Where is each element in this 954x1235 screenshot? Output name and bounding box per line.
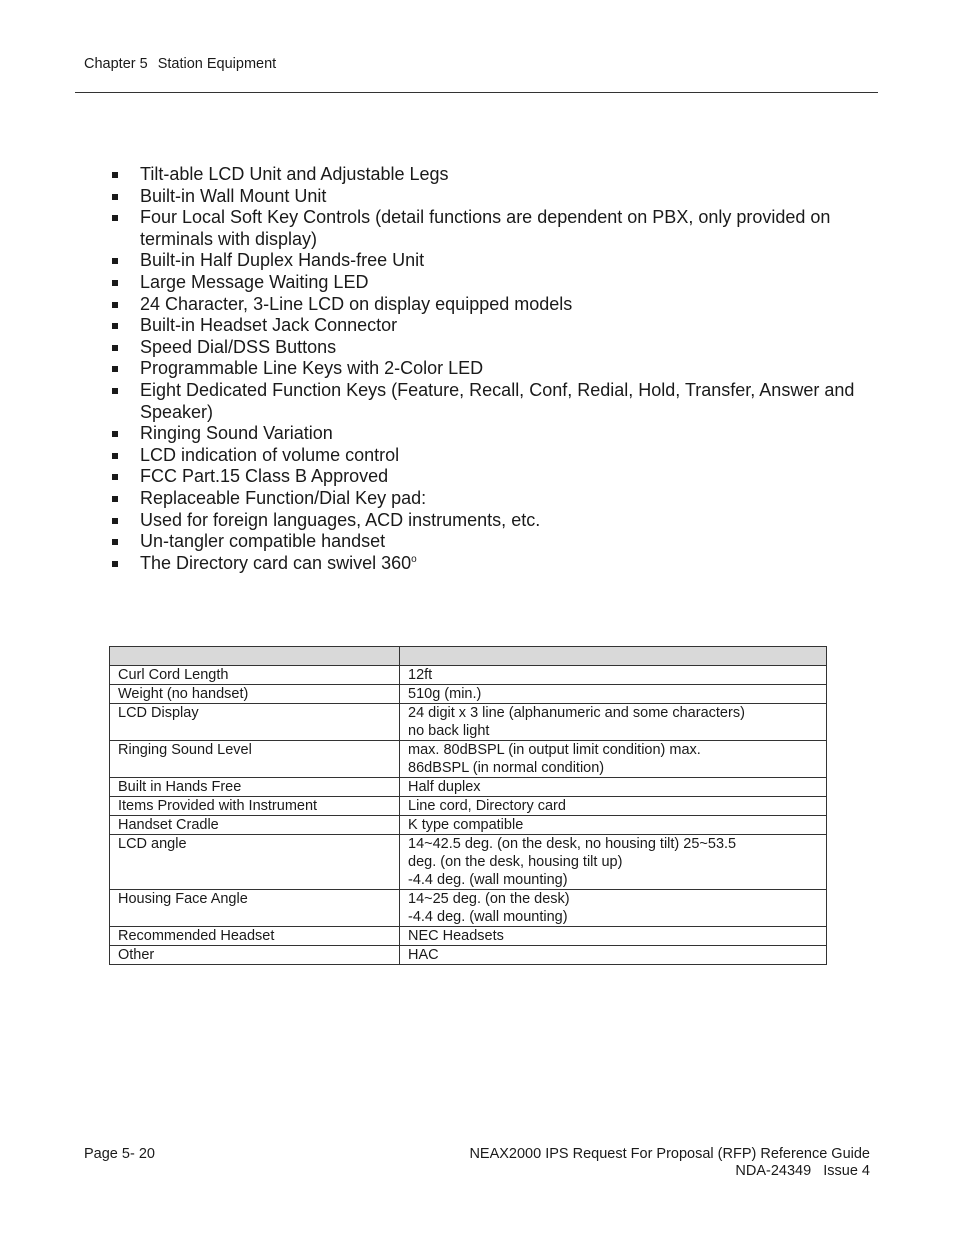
table-header-cell xyxy=(400,647,827,666)
square-bullet-icon xyxy=(112,345,118,351)
spec-item-cell: Curl Cord Length xyxy=(110,666,400,685)
feature-text: Eight Dedicated Function Keys (Feature, Recall, Conf, Redial, Hold, Transfer, Answer and Speaker) xyxy=(140,379,855,422)
feature-text: Four Local Soft Key Controls (detail functions are dependent on PBX, only provided on terminals with display) xyxy=(140,207,831,249)
square-bullet-icon xyxy=(112,431,118,437)
square-bullet-icon xyxy=(112,366,118,372)
table-row xyxy=(110,778,827,797)
feature-text: Speed Dial/DSS Buttons xyxy=(140,336,337,357)
table-row xyxy=(110,816,827,835)
spec-value-line: no back light xyxy=(408,723,490,739)
spec-value-line: 510g (min.) xyxy=(408,686,482,702)
spec-value-line: K type compatible xyxy=(408,817,524,833)
feature-text: Built-in Wall Mount Unit xyxy=(140,185,327,206)
square-bullet-icon xyxy=(112,539,118,545)
table-row xyxy=(110,835,827,890)
square-bullet-icon xyxy=(112,172,118,178)
square-bullet-icon xyxy=(112,194,118,200)
square-bullet-icon xyxy=(112,453,118,459)
spec-value-line: HAC xyxy=(408,947,439,963)
feature-item xyxy=(112,164,872,186)
spec-value-line: Line cord, Directory card xyxy=(408,798,566,814)
spec-value-cell xyxy=(400,666,827,685)
feature-item xyxy=(112,294,872,316)
spec-value-cell xyxy=(400,797,827,816)
feature-item xyxy=(112,380,872,423)
spec-value-line: max. 80dBSPL (in output limit condition) max. xyxy=(408,742,701,758)
feature-item xyxy=(112,315,872,337)
feature-text: FCC Part.15 Class B Approved xyxy=(140,466,389,487)
spec-item-cell: Built in Hands Free xyxy=(110,778,400,797)
spec-value-line: Half duplex xyxy=(408,779,481,795)
feature-item xyxy=(112,510,872,532)
feature-item xyxy=(112,272,872,294)
feature-text: Replaceable Function/Dial Key pad: xyxy=(140,487,427,508)
square-bullet-icon xyxy=(112,518,118,524)
table-row xyxy=(110,685,827,704)
spec-value-line: NEC Headsets xyxy=(408,928,504,944)
spec-value-cell xyxy=(400,927,827,946)
feature-text: LCD indication of volume control xyxy=(140,444,400,465)
spec-value-line: 86dBSPL (in normal condition) xyxy=(408,760,605,776)
feature-item xyxy=(112,445,872,467)
feature-item xyxy=(112,207,872,250)
square-bullet-icon xyxy=(112,280,118,286)
feature-item xyxy=(112,423,872,445)
spec-value-cell xyxy=(400,946,827,965)
feature-item xyxy=(112,466,872,488)
degree-mark: o xyxy=(411,553,417,565)
spec-value-line: 14~42.5 deg. (on the desk, no housing tilt) 25~53.5 xyxy=(408,836,737,852)
table-row xyxy=(110,927,827,946)
feature-text: Built-in Half Duplex Hands-free Unit xyxy=(140,250,425,271)
spec-item-cell: Ringing Sound Level xyxy=(110,741,400,778)
section-title: Station Equipment xyxy=(157,56,277,72)
feature-item xyxy=(112,250,872,272)
table-row xyxy=(110,946,827,965)
feature-text: Un-tangler compatible handset xyxy=(140,531,386,552)
feature-text: 24 Character, 3-Line LCD on display equipped models xyxy=(140,293,573,314)
page-header xyxy=(84,56,276,72)
feature-item xyxy=(112,488,872,510)
chapter-label: Chapter 5 xyxy=(84,56,148,72)
spec-item-cell: Handset Cradle xyxy=(110,816,400,835)
feature-text: The Directory card can swivel 360 xyxy=(140,552,412,573)
feature-text: Large Message Waiting LED xyxy=(140,271,369,292)
document-number: NDA-24349 Issue 4 xyxy=(735,1163,870,1179)
table-row xyxy=(110,704,827,741)
spec-value-cell xyxy=(400,890,827,927)
square-bullet-icon xyxy=(112,323,118,329)
spec-item-cell: Items Provided with Instrument xyxy=(110,797,400,816)
feature-item xyxy=(112,531,872,553)
spec-value-line: 14~25 deg. (on the desk) xyxy=(408,891,570,907)
feature-text: Tilt-able LCD Unit and Adjustable Legs xyxy=(140,164,449,184)
specification-table xyxy=(109,646,827,965)
page-footer xyxy=(469,1146,870,1180)
spec-item-cell: LCD Display xyxy=(110,704,400,741)
table-header-row xyxy=(110,647,827,666)
page-number: Page 5- 20 xyxy=(84,1146,155,1162)
feature-list xyxy=(112,164,872,574)
square-bullet-icon xyxy=(112,496,118,502)
spec-value-cell xyxy=(400,816,827,835)
spec-item-cell: Weight (no handset) xyxy=(110,685,400,704)
table-row xyxy=(110,741,827,778)
square-bullet-icon xyxy=(112,258,118,264)
square-bullet-icon xyxy=(112,561,118,567)
table-row xyxy=(110,666,827,685)
spec-value-cell xyxy=(400,741,827,778)
feature-item xyxy=(112,186,872,208)
square-bullet-icon xyxy=(112,474,118,480)
feature-text: Ringing Sound Variation xyxy=(140,423,333,444)
square-bullet-icon xyxy=(112,302,118,308)
header-divider xyxy=(75,92,878,93)
spec-item-cell: Housing Face Angle xyxy=(110,890,400,927)
spec-item-cell: Other xyxy=(110,946,400,965)
feature-text: Programmable Line Keys with 2-Color LED xyxy=(140,358,484,379)
spec-value-line: 12ft xyxy=(408,667,433,683)
table-row xyxy=(110,797,827,816)
square-bullet-icon xyxy=(112,215,118,221)
spec-value-line: 24 digit x 3 line (alphanumeric and some characters) xyxy=(408,705,745,721)
spec-value-line: deg. (on the desk, housing tilt up) xyxy=(408,854,623,870)
feature-text: Used for foreign languages, ACD instruments, etc. xyxy=(140,509,541,530)
spec-value-cell xyxy=(400,704,827,741)
table-row xyxy=(110,890,827,927)
spec-item-cell: Recommended Headset xyxy=(110,927,400,946)
table-header-cell xyxy=(110,647,400,666)
square-bullet-icon xyxy=(112,388,118,394)
feature-text: Built-in Headset Jack Connector xyxy=(140,315,398,336)
spec-value-cell xyxy=(400,685,827,704)
spec-value-cell xyxy=(400,835,827,890)
spec-item-cell: LCD angle xyxy=(110,835,400,890)
guide-title: NEAX2000 IPS Request For Proposal (RFP) Reference Guide xyxy=(469,1146,870,1162)
feature-item xyxy=(112,337,872,359)
feature-item xyxy=(112,553,872,575)
feature-item xyxy=(112,358,872,380)
spec-value-cell xyxy=(400,778,827,797)
spec-value-line: -4.4 deg. (wall mounting) xyxy=(408,872,568,888)
spec-value-line: -4.4 deg. (wall mounting) xyxy=(408,909,568,925)
